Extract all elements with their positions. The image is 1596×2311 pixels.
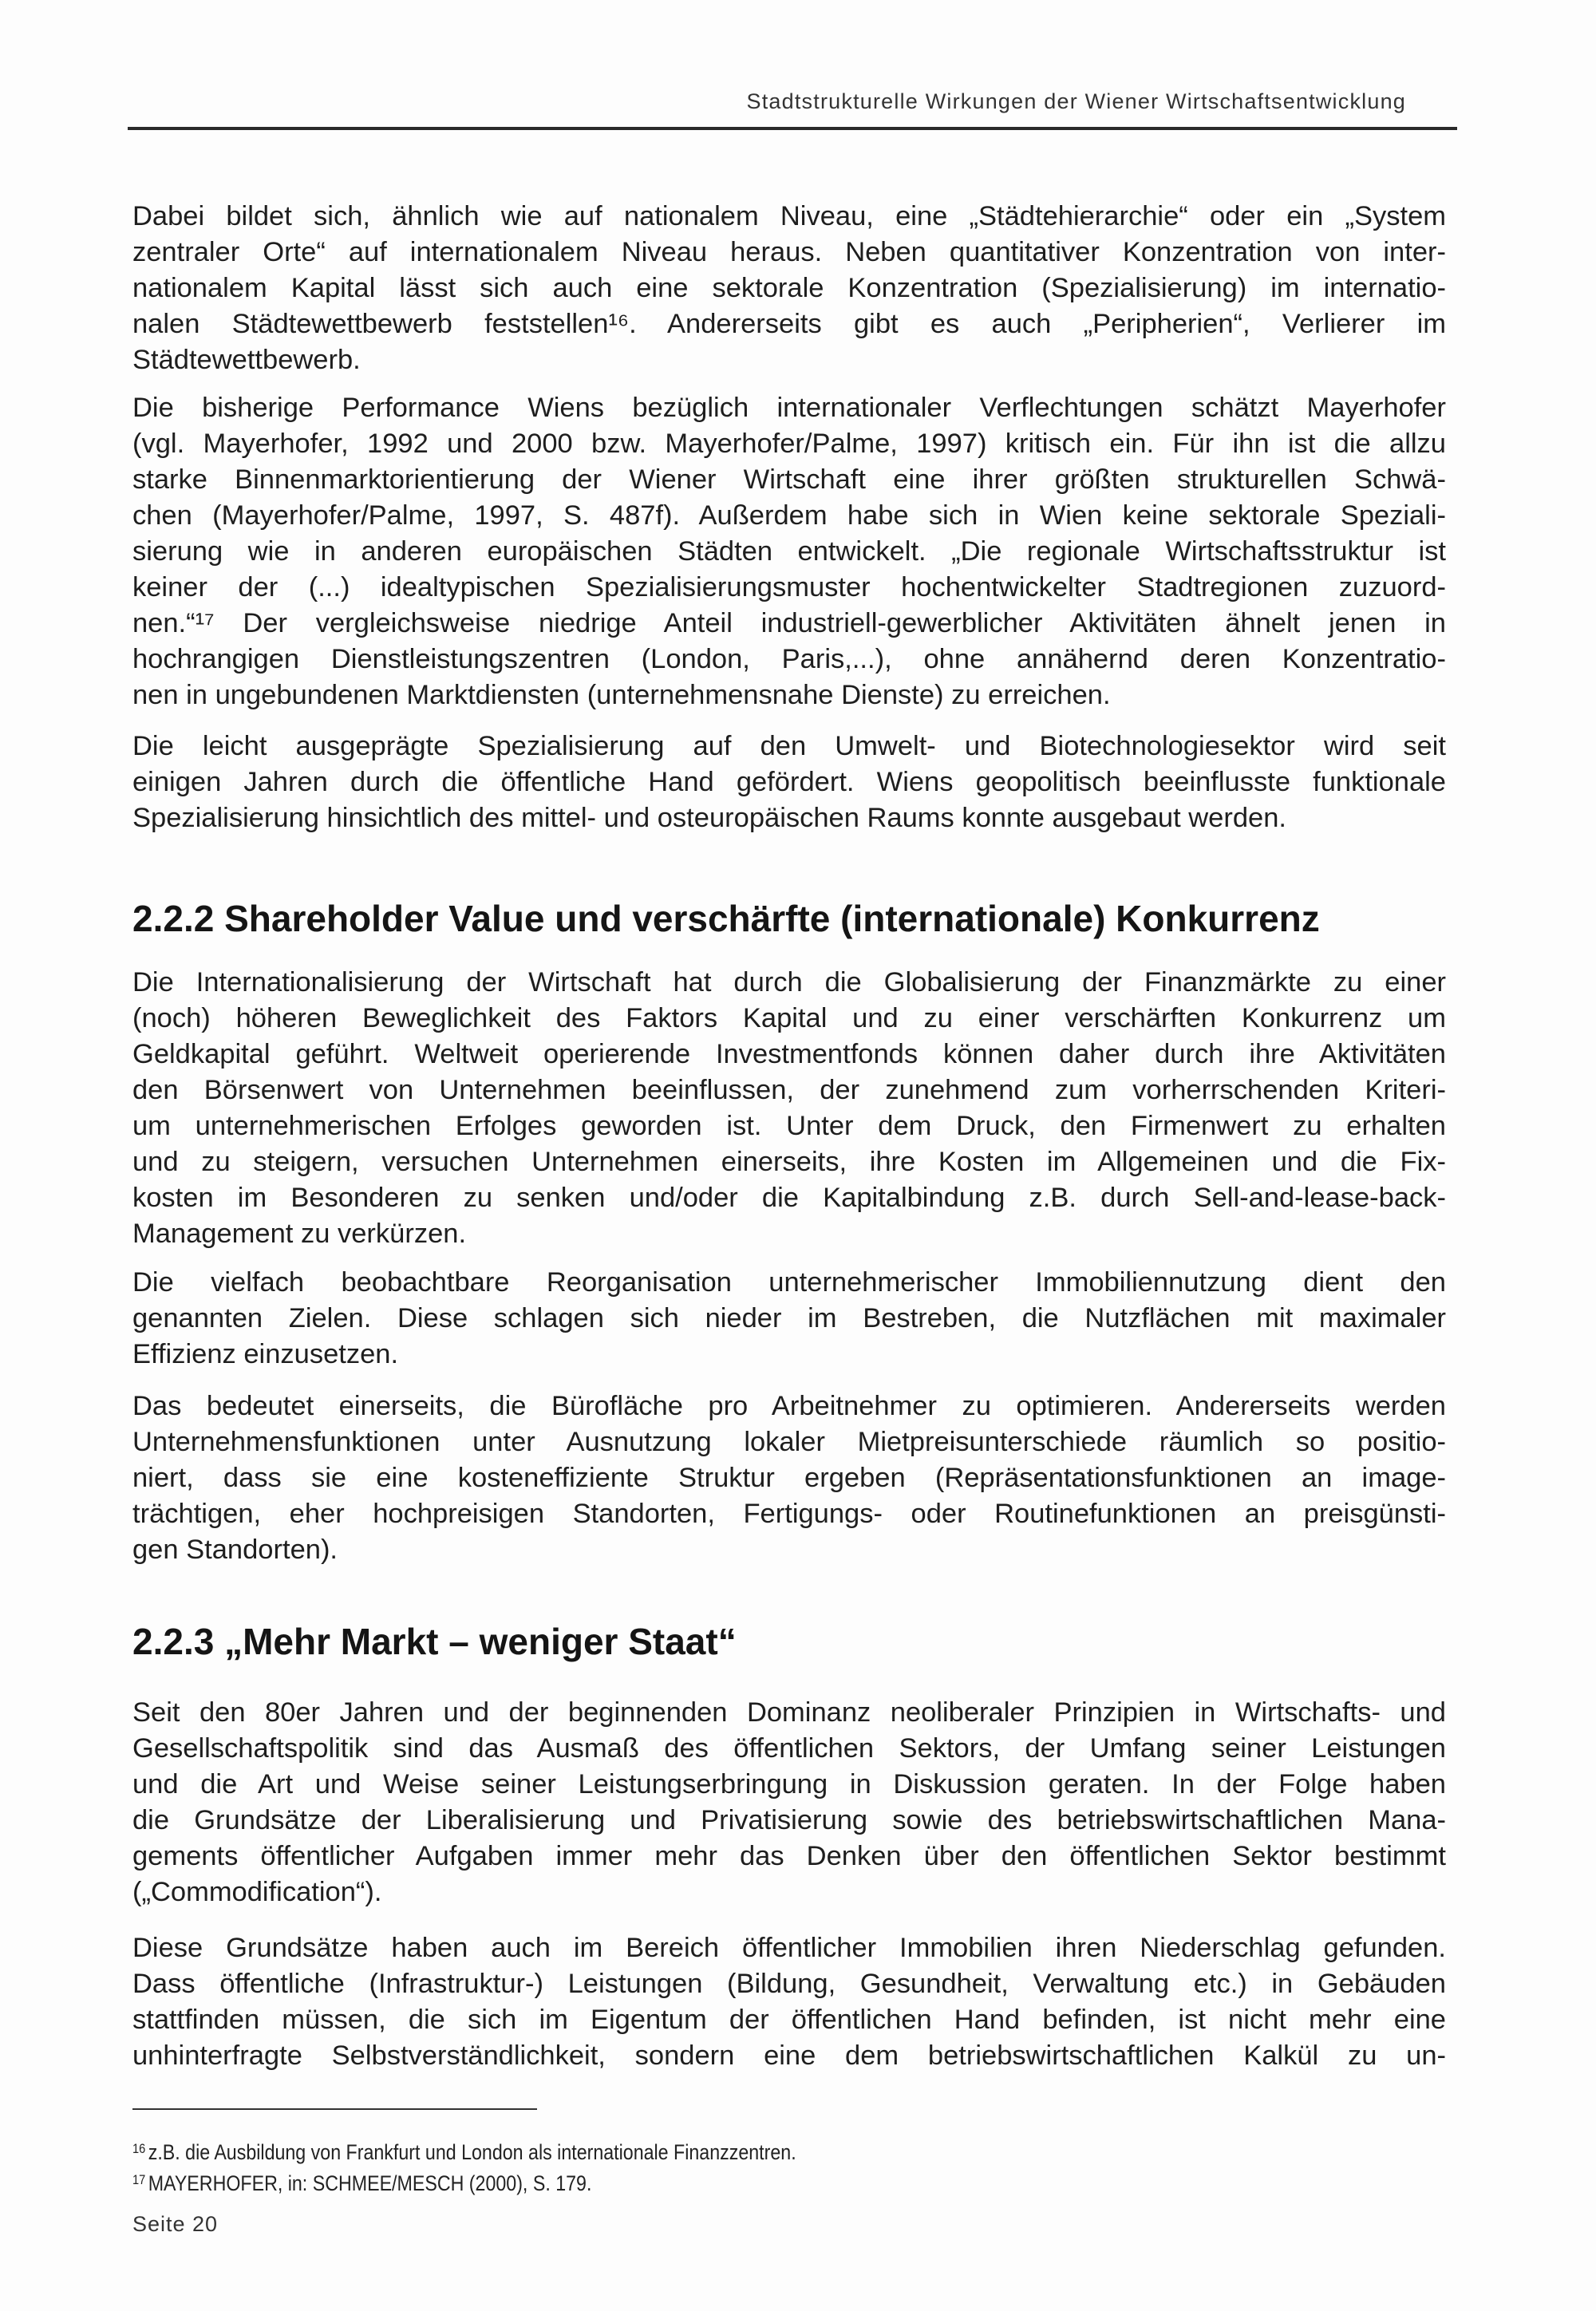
text-line: (vgl. Mayerhofer, 1992 und 2000 bzw. Mayerhofer/Palme, 1997) kritisch ein. Für ihn ist die allzu	[132, 429, 1446, 459]
footnote-text: MAYERHOFER, in: SCHMEE/MESCH (2000), S. 179.	[148, 2171, 592, 2195]
text-line: Die leicht ausgeprägte Spezialisierung auf den Umwelt- und Biotechnologiesektor wird seit	[132, 731, 1446, 761]
footnote-separator	[132, 2108, 537, 2110]
header-rule	[128, 127, 1457, 130]
footnote-17	[132, 2171, 591, 2196]
text-line: Städtewettbewerb.	[132, 345, 361, 375]
text-line: genannten Zielen. Diese schlagen sich nieder im Bestreben, die Nutzflächen mit maximaler	[132, 1303, 1446, 1333]
text-line: Diese Grundsätze haben auch im Bereich öffentlicher Immobilien ihren Niederschlag gefunden.	[132, 1933, 1446, 1963]
text-line: sierung wie in anderen europäischen Städten entwickelt. „Die regionale Wirtschaftsstruktur ist	[132, 536, 1446, 567]
text-line: Gesellschaftspolitik sind das Ausmaß des öffentlichen Sektors, der Umfang seiner Leistungen	[132, 1733, 1446, 1764]
text-line: hochrangigen Dienstleistungszentren (London, Paris,...), ohne annähernd deren Konzentratio-	[132, 644, 1446, 674]
paragraph	[132, 390, 1446, 713]
paragraph	[132, 1930, 1446, 2074]
text-line: keiner der (...) idealtypischen Spezialisierungsmuster hochentwickelter Stadtregionen zuzuord-	[132, 572, 1446, 602]
text-line: (noch) höheren Beweglichkeit des Faktors Kapital und zu einer verschärften Konkurrenz um	[132, 1003, 1446, 1033]
paragraph	[132, 1265, 1446, 1373]
text-line: Dass öffentliche (Infrastruktur-) Leistungen (Bildung, Gesundheit, Verwaltung etc.) in Gebäuden	[132, 1969, 1446, 1999]
text-line: Dabei bildet sich, ähnlich wie auf nationalem Niveau, eine „Städtehierarchie“ oder ein „System	[132, 201, 1446, 231]
paragraph	[132, 1389, 1446, 1568]
paragraph	[132, 965, 1446, 1252]
text-line: niert, dass sie eine kosteneffiziente Struktur ergeben (Repräsentationsfunktionen an image-	[132, 1463, 1446, 1493]
text-line: nationalem Kapital lässt sich auch eine sektorale Konzentration (Spezialisierung) im internatio-	[132, 273, 1446, 303]
running-header: Stadtstrukturelle Wirkungen der Wiener Wirtschaftsentwicklung	[746, 89, 1406, 113]
footnote-16	[132, 2140, 796, 2165]
text-line: den Börsenwert von Unternehmen beeinflussen, der zunehmend zum vorherrschenden Kriteri-	[132, 1075, 1446, 1105]
text-line: Spezialisierung hinsichtlich des mittel- und osteuropäischen Raums konnte ausgebaut werden.	[132, 803, 1287, 833]
text-line: einigen Jahren durch die öffentliche Hand gefördert. Wiens geopolitisch beeinflusste funktionale	[132, 767, 1446, 797]
footnote-text: z.B. die Ausbildung von Frankfurt und London als internationale Finanzzentren.	[148, 2140, 796, 2164]
text-line: zentraler Orte“ auf internationalem Niveau heraus. Neben quantitativer Konzentration von inter-	[132, 237, 1446, 267]
text-line: nen in ungebundenen Marktdiensten (unternehmensnahe Dienste) zu erreichen.	[132, 680, 1111, 710]
text-line: Die vielfach beobachtbare Reorganisation unternehmerischer Immobiliennutzung dient den	[132, 1267, 1446, 1298]
footnote-number: 16	[132, 2141, 146, 2156]
text-line: trächtigen, eher hochpreisigen Standorten, Fertigungs- oder Routinefunktionen an preisgünsti-	[132, 1499, 1446, 1529]
text-line: kosten im Besonderen zu senken und/oder die Kapitalbindung z.B. durch Sell-and-lease-back-	[132, 1183, 1446, 1213]
section-heading-2-2-3: 2.2.3 „Mehr Markt – weniger Staat“	[132, 1621, 737, 1662]
text-line: Die bisherige Performance Wiens bezüglich internationaler Verflechtungen schätzt Mayerhofer	[132, 393, 1446, 423]
text-line: gen Standorten).	[132, 1535, 338, 1565]
text-line: Unternehmensfunktionen unter Ausnutzung lokaler Mietpreisunterschiede räumlich so positio-	[132, 1427, 1446, 1457]
text-line: Effizienz einzusetzen.	[132, 1339, 399, 1369]
page-number: Seite 20	[132, 2212, 219, 2236]
text-line: stattfinden müssen, die sich im Eigentum der öffentlichen Hand befinden, ist nicht mehr eine	[132, 2005, 1446, 2035]
text-line: und die Art und Weise seiner Leistungserbringung in Diskussion geraten. In der Folge haben	[132, 1769, 1446, 1799]
text-line: Seit den 80er Jahren und der beginnenden Dominanz neoliberaler Prinzipien in Wirtschafts- und	[132, 1697, 1446, 1728]
text-line: Management zu verkürzen.	[132, 1219, 467, 1249]
text-line: nen.“¹⁷ Der vergleichsweise niedrige Anteil industriell-gewerblicher Aktivitäten ähnelt jenen in	[132, 608, 1446, 638]
text-line: Geldkapital geführt. Weltweit operierende Investmentfonds können daher durch ihre Aktivitäten	[132, 1039, 1446, 1069]
text-line: starke Binnenmarktorientierung der Wiener Wirtschaft eine ihrer größten strukturellen Schwä-	[132, 464, 1446, 495]
paragraph	[132, 199, 1446, 378]
text-line: chen (Mayerhofer/Palme, 1997, S. 487f). Außerdem habe sich in Wien keine sektorale Speziali-	[132, 500, 1446, 531]
text-line: die Grundsätze der Liberalisierung und Privatisierung sowie des betriebswirtschaftlichen Mana-	[132, 1805, 1446, 1835]
text-line: gements öffentlicher Aufgaben immer mehr das Denken über den öffentlichen Sektor bestimmt	[132, 1841, 1446, 1871]
text-line: um unternehmerischen Erfolges geworden ist. Unter dem Druck, den Firmenwert zu erhalten	[132, 1111, 1446, 1141]
footnote-number: 17	[132, 2172, 146, 2187]
text-line: und zu steigern, versuchen Unternehmen einerseits, ihre Kosten im Allgemeinen und die Fix-	[132, 1147, 1446, 1177]
paragraph	[132, 1695, 1446, 1910]
text-line: unhinterfragte Selbstverständlichkeit, sondern eine dem betriebswirtschaftlichen Kalkül zu un-	[132, 2040, 1446, 2071]
section-heading-2-2-2: 2.2.2 Shareholder Value und verschärfte (internationale) Konkurrenz	[132, 898, 1320, 939]
text-line: Das bedeutet einerseits, die Bürofläche pro Arbeitnehmer zu optimieren. Andererseits werden	[132, 1391, 1446, 1421]
text-line: nalen Städtewettbewerb feststellen¹⁶. Andererseits gibt es auch „Peripherien“, Verlierer im	[132, 309, 1446, 339]
paragraph	[132, 729, 1446, 836]
text-line: („Commodification“).	[132, 1877, 382, 1907]
text-line: Die Internationalisierung der Wirtschaft hat durch die Globalisierung der Finanzmärkte zu einer	[132, 967, 1446, 997]
